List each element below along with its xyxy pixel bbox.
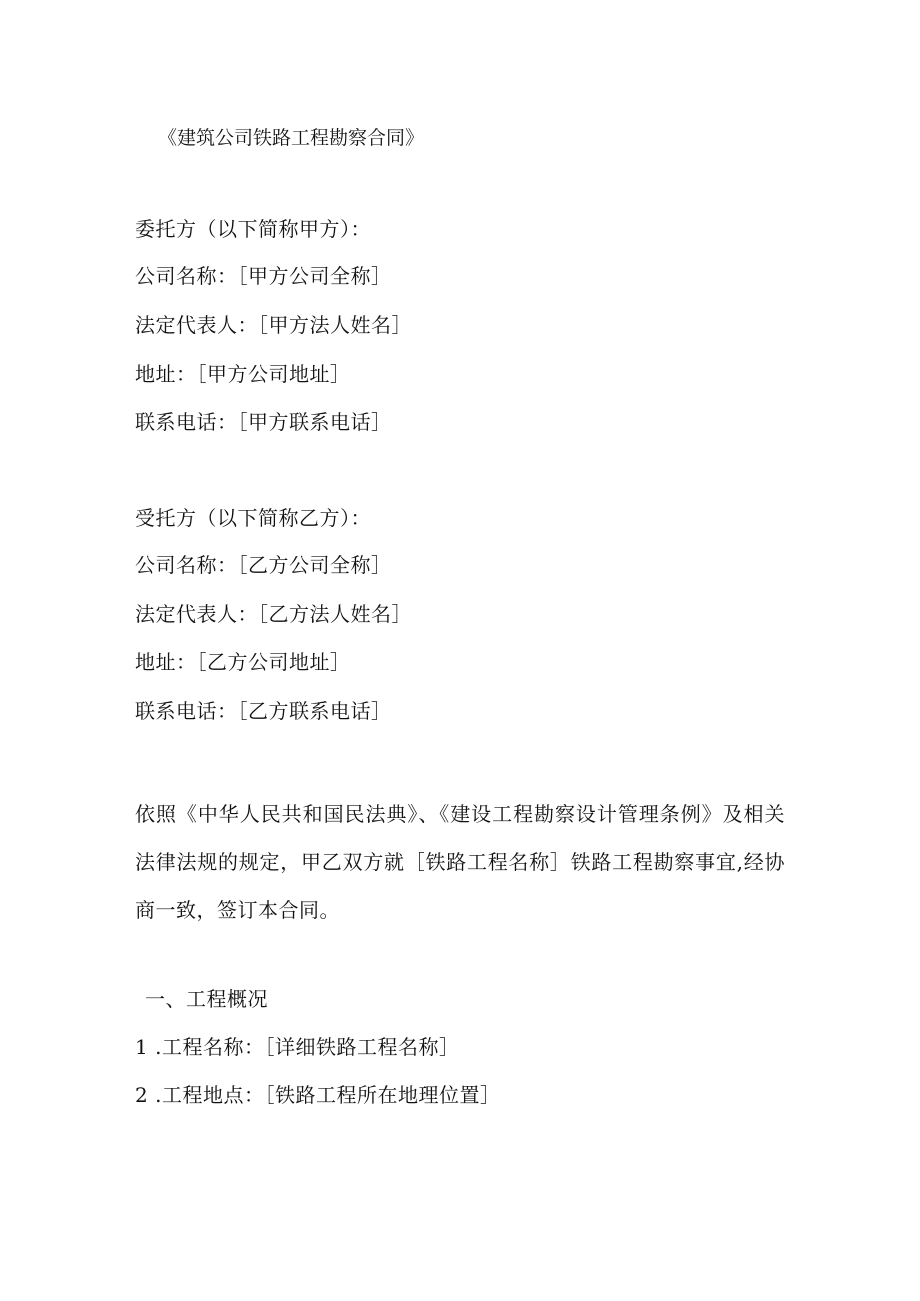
party-b-representative: 法定代表人：［乙方法人姓名］ [135,602,412,626]
section-1-heading: 一、工程概况 [145,987,268,1011]
party-b-company: 公司名称：［乙方公司全称］ [135,553,392,577]
section-1-item-1: 1 .工程名称：［详细铁路工程名称］ [135,1035,460,1059]
document-title: 《建筑公司铁路工程勘察合同》 [158,127,425,149]
party-a-company: 公司名称：［甲方公司全称］ [135,264,392,288]
party-a-address: 地址：［甲方公司地址］ [135,362,351,386]
party-a-phone: 联系电话：［甲方联系电话］ [135,410,392,434]
party-a-heading: 委托方（以下简称甲方）： [135,217,371,241]
section-1-item-2: 2 .工程地点：［铁路工程所在地理位置］ [135,1083,501,1107]
party-b-address: 地址：［乙方公司地址］ [135,650,351,674]
preamble-paragraph: 依照《中华人民共和国民法典》、《建设工程勘察设计管理条例》及相关法律法规的规定，甲乙双方就［铁路工程名称］铁路工程勘察事宜,经协商一致，签订本合同。 [135,802,785,922]
party-a-representative: 法定代表人：［甲方法人姓名］ [135,313,412,337]
party-b-heading: 受托方（以下简称乙方）： [135,506,371,530]
party-b-phone: 联系电话：［乙方联系电话］ [135,699,392,723]
